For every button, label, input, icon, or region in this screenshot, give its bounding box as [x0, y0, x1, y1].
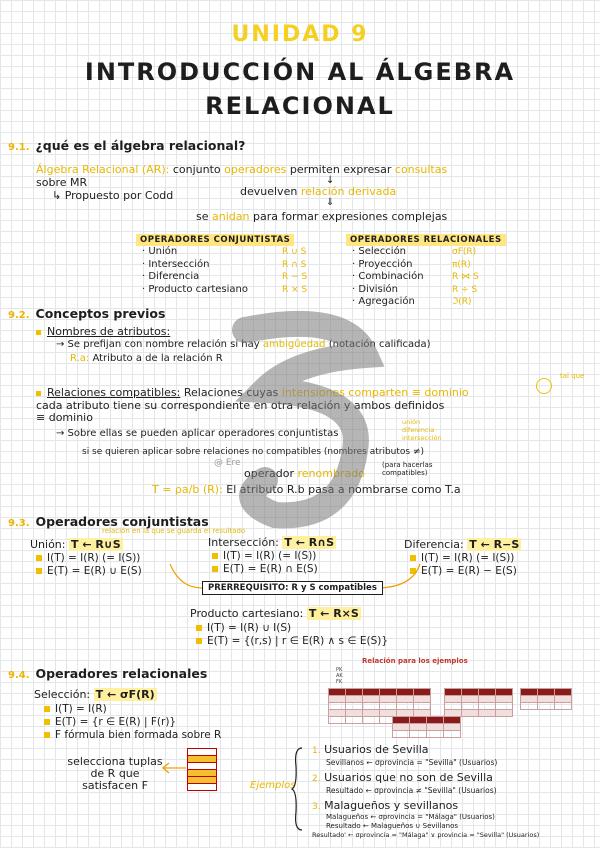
example-1 — [312, 744, 539, 757]
prerequisite-box: PRERREQUISITO: R y S compatibles — [202, 581, 383, 595]
section-title: ¿qué es el álgebra relacional? — [35, 138, 246, 153]
table-row — [393, 724, 461, 731]
op-name: Producto cartesiano — [148, 283, 249, 295]
example-formula-3: Resultado' ← σprovincia = "Málaga" ∨ provincia = "Sevilla" (Usuarios) — [312, 831, 540, 839]
bullet-icon — [36, 555, 42, 561]
example-formula: Resultado ← σprovincia ≠ "Sevilla" (Usuarios) — [326, 786, 497, 795]
arrow-left-icon — [160, 762, 188, 774]
set-operators-list — [142, 246, 332, 296]
nest-highlight: anidan — [212, 210, 250, 223]
ar-term: Álgebra Relacional (AR): — [36, 163, 170, 176]
ra-description: Atributo a de la relación R — [92, 353, 223, 364]
returns-line — [240, 185, 396, 198]
legend-fk: FK — [336, 679, 343, 685]
tuple-row-selected — [187, 756, 217, 763]
nest-text-a: se — [196, 210, 209, 223]
op-symbol: R ÷ S — [452, 284, 478, 295]
nest-line — [196, 210, 447, 223]
double-down-arrow-icon: ⇓ — [326, 197, 335, 208]
op-name: División — [358, 283, 398, 295]
selection-label: Selección: — [34, 688, 91, 701]
bullet-icon — [44, 706, 50, 712]
bullet-icon — [196, 625, 202, 631]
table-row — [521, 696, 572, 703]
bullet-icon — [36, 391, 41, 396]
examples-label: Ejemplos — [250, 780, 296, 791]
compatible-title: Relaciones compatibles: — [47, 386, 181, 399]
def-text-c: sobre MR — [36, 176, 88, 189]
intersection-intension: I(T) = I(R) (= I(S)) — [223, 550, 317, 562]
section-number: 9.1. — [8, 142, 30, 153]
op-name: Diferencia — [148, 271, 200, 282]
selected-tuples-diagram — [187, 748, 217, 791]
product-intension: I(T) = I(R) ∪ I(S) — [207, 622, 292, 634]
section-number: 9.4. — [8, 670, 30, 681]
legend-pk: PK — [336, 667, 343, 673]
table-row — [393, 731, 461, 738]
set-op-row: · Intersección R ∩ S — [142, 258, 307, 270]
op-name: Combinación — [358, 271, 424, 282]
rename-description: El atributo R.b pasa a nombrarse como T.a — [226, 483, 461, 496]
union-intension: I(T) = I(R) (= I(S)) — [47, 552, 141, 564]
intersection-expr: T ← R∩S — [284, 536, 335, 549]
proposed-by: ↳ Propuesto por Codd — [52, 189, 174, 202]
watermark-text: @ Ere — [214, 458, 241, 468]
table-row — [521, 703, 572, 710]
watermark-logo-icon — [195, 300, 405, 530]
selection-heading — [34, 688, 157, 701]
bullet-icon — [36, 330, 41, 335]
set-operators-heading: OPERADORES CONJUNTISTAS — [136, 234, 294, 246]
section-number: 9.3. — [8, 518, 30, 529]
compatible-line3: ≡ dominio — [36, 411, 93, 424]
example-formula-2: Resultado ← Malagueños ∪ Sevillanos — [326, 822, 459, 830]
selection-intension: I(T) = I(R) — [55, 703, 107, 715]
def-text-b: permiten expresar — [289, 163, 392, 176]
attr-names-bullet — [36, 325, 170, 338]
set-op-row: · Producto cartesiano R × S — [142, 283, 308, 295]
union-extension: E(T) = E(R) ∪ E(S) — [47, 565, 142, 577]
op-symbol: σF(R) — [452, 247, 477, 257]
page-title-line2: RELACIONAL — [205, 92, 395, 120]
bullet-icon — [212, 553, 218, 559]
product-heading — [190, 607, 361, 620]
pen-icon — [536, 378, 552, 394]
ra-notation: R.a: — [70, 353, 90, 364]
table-header-row — [521, 689, 572, 696]
rel-op-row: · División R ÷ S — [352, 283, 478, 295]
qualified-notation: (notación calificada) — [328, 339, 431, 350]
legend-ak: AK — [336, 673, 343, 679]
section-title: Operadores conjuntistas — [35, 514, 209, 529]
table-row — [445, 703, 513, 710]
section-title: Operadores relacionales — [35, 666, 208, 681]
down-arrow-icon: ↓ — [326, 175, 335, 186]
section-title: Conceptos previos — [35, 306, 166, 321]
op-name: Agregación — [358, 296, 415, 307]
tuple-row-selected — [187, 777, 217, 784]
table-header-row — [393, 717, 461, 724]
example-title: Malagueños y sevillanos — [324, 799, 459, 812]
op-symbol: π(R) — [452, 259, 471, 270]
difference-label: Diferencia: — [404, 538, 464, 551]
desc-line: selecciona tuplas — [67, 755, 163, 768]
example-number: 1. — [312, 746, 321, 756]
applicable-ops-list — [402, 418, 442, 442]
product-expr: T ← R×S — [308, 607, 359, 620]
table-row — [329, 703, 431, 710]
example-title: Usuarios que no son de Sevilla — [324, 771, 493, 784]
difference-expr: T ← R−S — [469, 538, 520, 551]
selection-formulas — [44, 703, 221, 742]
list-item: unión — [402, 418, 421, 426]
intersection-extension: E(T) = E(R) ∩ E(S) — [223, 563, 318, 575]
product-extension: E(T) = {(r,s) | r ∈ E(R) ∧ s ∈ E(S)} — [207, 635, 389, 647]
returns-text: devuelven — [240, 185, 298, 198]
ambiguity-text: ambigüedad — [262, 339, 326, 350]
selection-description — [60, 756, 170, 792]
unit-title: UNIDAD 9 — [231, 22, 369, 47]
example-number: 3. — [312, 802, 321, 812]
operator-text: operador — [244, 467, 294, 480]
op-name: Unión — [148, 246, 178, 257]
set-op-row: · Diferencia R − S — [142, 271, 308, 282]
derived-relation: relación derivada — [300, 185, 397, 198]
product-formulas — [196, 622, 388, 648]
third-relation-table — [520, 688, 572, 710]
bullet-icon — [44, 732, 50, 738]
def-text-a: conjunto — [172, 163, 221, 176]
compatible-line2: cada atributo tiene su correspondiente en otra relación y ambos definidos — [36, 399, 445, 412]
desc-line: satisfacen F — [82, 779, 148, 792]
attr-names-title: Nombres de atributos: — [47, 325, 171, 338]
bullet-icon — [196, 638, 202, 644]
example-3 — [312, 800, 539, 813]
section-number: 9.2. — [8, 310, 30, 321]
section-9-1-heading — [8, 138, 245, 153]
page-title-line1: INTRODUCCIÓN AL ÁLGEBRA — [84, 58, 516, 86]
selection-expr: T ← σF(R) — [95, 688, 155, 701]
compatible-text-a: Relaciones cuyas — [183, 386, 279, 399]
union-heading — [30, 538, 123, 551]
example-number: 2. — [312, 774, 321, 784]
tuple-row-selected — [187, 770, 217, 777]
curly-brace-icon — [290, 746, 304, 832]
rel-op-row: · Proyección π(R) — [352, 258, 471, 270]
difference-intension: I(T) = I(R) (= I(S)) — [421, 552, 515, 564]
table-header-row — [329, 689, 431, 696]
selection-formula-note: F fórmula bien formada sobre R — [55, 729, 222, 741]
key-legend — [336, 667, 343, 685]
second-relation-table — [444, 688, 513, 717]
tuple-row — [187, 763, 217, 770]
op-symbol: R − S — [282, 272, 308, 282]
def-queries: consultas — [394, 163, 448, 176]
selection-extension: E(T) = {r ∈ E(R) | F(r)} — [55, 716, 177, 728]
op-name: Proyección — [358, 258, 413, 270]
table-header-row — [445, 689, 513, 696]
list-item: diferencia — [402, 426, 435, 434]
ar-definition — [36, 163, 447, 176]
intersection-heading — [208, 536, 336, 549]
rel-op-row: · Agregación ℑ(R) — [352, 296, 472, 307]
non-compatible-line: si se quieren aplicar sobre relaciones no compatibles (nombres atributos ≠) — [82, 447, 424, 457]
result-relation-note: relación en la que se guarda el resultado — [102, 527, 246, 535]
rename-formula: T = ρa/b (R): — [152, 483, 223, 496]
tuple-row — [187, 748, 217, 756]
section-9-2-heading — [8, 306, 165, 321]
tal-que-tag: tal que — [560, 372, 585, 380]
union-expr: T ← R∪S — [71, 538, 121, 551]
tuple-row — [187, 784, 217, 791]
op-symbol: ℑ(R) — [452, 297, 472, 307]
prefix-text: → Se prefijan con nombre relación si hay — [56, 339, 260, 350]
example-formula: Malagueños ← σprovincia = "Málaga" (Usuarios) — [326, 813, 495, 821]
example-2 — [312, 772, 539, 785]
section-9-4-heading — [8, 666, 207, 681]
op-symbol: R ∩ S — [282, 259, 307, 270]
compatible-highlight: intensiones comparten ≡ dominio — [281, 386, 469, 399]
union-label: Unión: — [30, 538, 66, 551]
example-formula: Sevillanos ← σprovincia = "Sevilla" (Usuarios) — [326, 758, 498, 767]
rename-highlight: renombrado — [297, 467, 365, 480]
table-row — [329, 696, 431, 703]
op-symbol: R ∪ S — [282, 247, 307, 257]
table-row — [445, 696, 513, 703]
union-formulas — [36, 552, 142, 578]
examples-list — [312, 744, 539, 840]
fourth-relation-table — [392, 716, 461, 738]
set-op-row: · Unión R ∪ S — [142, 246, 307, 257]
relational-operators-heading: OPERADORES RELACIONALES — [346, 234, 506, 246]
rel-op-row: · Selección σF(R) — [352, 246, 477, 257]
difference-extension: E(T) = E(R) − E(S) — [421, 565, 517, 577]
op-symbol: R ⋈ S — [452, 272, 479, 282]
list-item: intersección — [402, 434, 442, 442]
product-label: Producto cartesiano: — [190, 607, 304, 620]
op-symbol: R × S — [282, 284, 308, 295]
bullet-icon — [36, 568, 42, 574]
intersection-label: Intersección: — [208, 536, 279, 549]
difference-heading — [404, 538, 521, 551]
example-title: Usuarios de Sevilla — [324, 743, 429, 756]
set-ops-applicable: → Sobre ellas se pueden aplicar operadores conjuntistas — [56, 428, 339, 439]
def-operators: operadores — [224, 163, 287, 176]
rel-op-row: · Combinación R ⋈ S — [352, 271, 479, 282]
examples-relation-title: Relación para los ejemplos — [362, 657, 468, 665]
nest-text-c: para formar expresiones complejas — [252, 210, 448, 223]
op-name: Intersección — [148, 258, 210, 270]
desc-line: de R que — [90, 767, 140, 780]
bullet-icon — [44, 719, 50, 725]
op-name: Selección — [358, 246, 407, 257]
rename-note: (para hacerlas compatibles) — [382, 461, 433, 477]
